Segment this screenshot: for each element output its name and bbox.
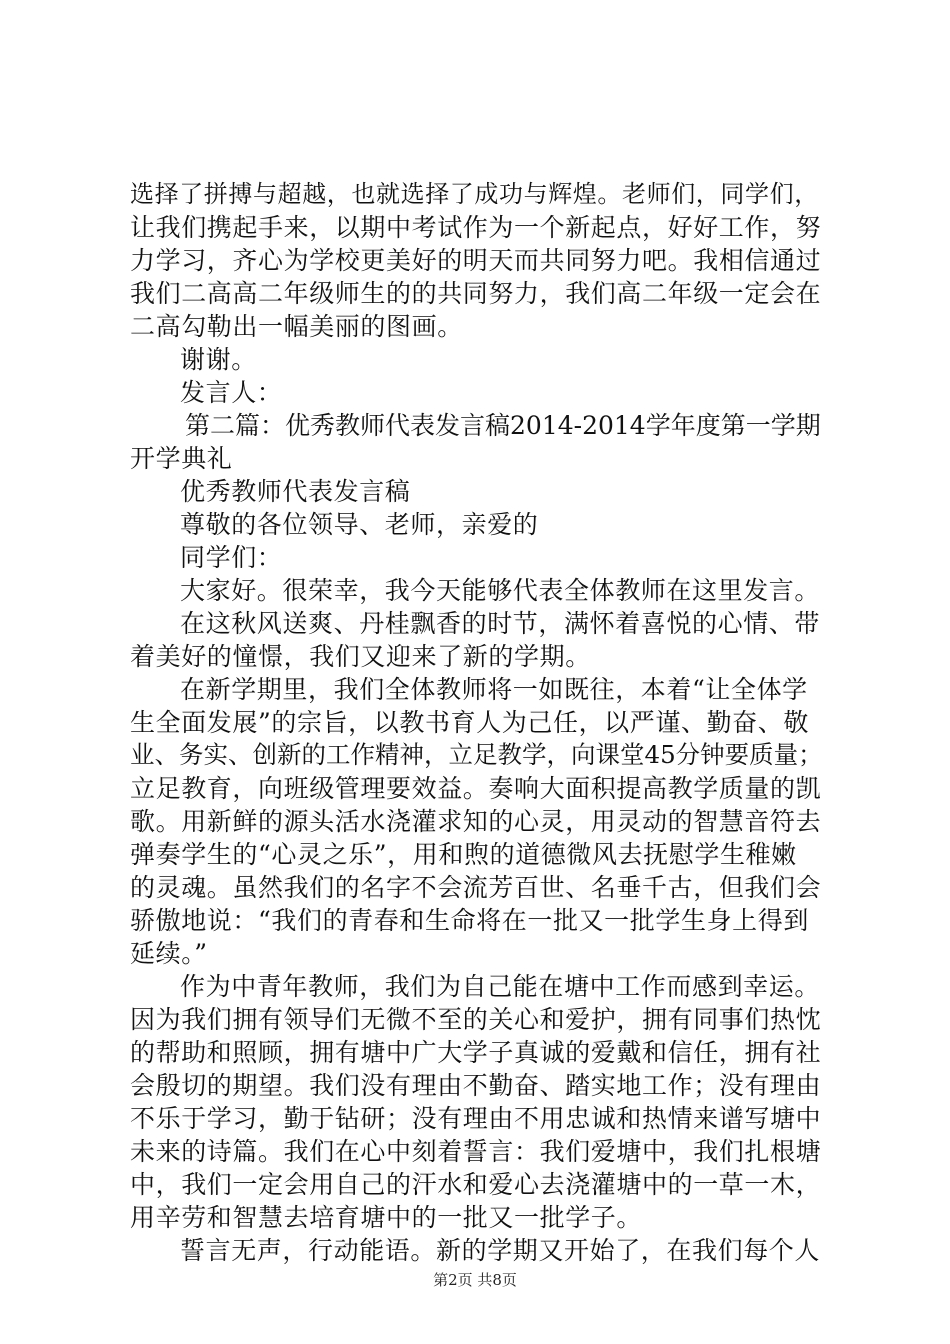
text-line: 弹奏学生的“心灵之乐”，用和煦的道德微风去抚慰学生稚嫩 bbox=[130, 840, 797, 869]
text-line: 大家好。很荣幸，我今天能够代表全体教师在这里发言。 bbox=[180, 576, 821, 605]
text-line: 业、务实、创新的工作精神，立足教学，向课堂45分钟要质量； bbox=[130, 740, 823, 769]
text-line: 誓言无声，行动能语。新的学期又开始了，在我们每个人 bbox=[180, 1236, 821, 1265]
text-line: 尊敬的各位领导、老师，亲爱的 bbox=[180, 510, 539, 539]
text-line: 歌。用新鲜的源头活水浇灌求知的心灵，用灵动的智慧音符去 bbox=[130, 807, 822, 836]
text-line: 力学习，齐心为学校更美好的明天而共同努力吧。我相信通过 bbox=[130, 246, 822, 275]
text-line: 骄傲地说：“我们的青春和生命将在一批又一批学生身上得到 bbox=[130, 906, 809, 935]
text-line: 同学们： bbox=[180, 543, 283, 572]
speech-title: 优秀教师代表发言稿 bbox=[180, 477, 411, 506]
text-line: 发言人： bbox=[180, 378, 283, 407]
text-line: 生全面发展”的宗旨，以教书育人为己任，以严谨、勤奋、敬 bbox=[130, 708, 809, 737]
text-line: 立足教育，向班级管理要效益。奏响大面积提高教学质量的凯 bbox=[130, 774, 822, 803]
text-line: 不乐于学习，勤于钻研；没有理由不用忠诚和热情来谱写塘中 bbox=[130, 1104, 822, 1133]
text-line: 二高勾勒出一幅美丽的图画。 bbox=[130, 312, 463, 341]
section-heading: 第二篇：优秀教师代表发言稿2014-2014学年度第一学期 bbox=[185, 411, 821, 440]
text-line: 未来的诗篇。我们在心中刻着誓言：我们爱塘中，我们扎根塘 bbox=[130, 1137, 822, 1166]
text-line: 的帮助和照顾，拥有塘中广大学子真诚的爱戴和信任，拥有社 bbox=[130, 1038, 822, 1067]
text-line: 在这秋风送爽、丹桂飘香的时节，满怀着喜悦的心情、带 bbox=[180, 609, 821, 638]
text-line: 谢谢。 bbox=[180, 345, 257, 374]
text-line: 的灵魂。虽然我们的名字不会流芳百世、名垂千古，但我们会 bbox=[130, 873, 822, 902]
text-line: 中，我们一定会用自己的汗水和爱心去浇灌塘中的一草一木， bbox=[130, 1170, 822, 1199]
text-line: 我们二高高二年级师生的的共同努力，我们高二年级一定会在 bbox=[130, 279, 822, 308]
text-line: 让我们携起手来，以期中考试作为一个新起点，好好工作，努 bbox=[130, 213, 822, 242]
text-line: 作为中青年教师，我们为自己能在塘中工作而感到幸运。 bbox=[180, 972, 821, 1001]
text-line: 用辛劳和智慧去培育塘中的一批又一批学子。 bbox=[130, 1203, 643, 1232]
text-line: 在新学期里，我们全体教师将一如既往，本着“让全体学 bbox=[180, 675, 808, 704]
text-line: 会殷切的期望。我们没有理由不勤奋、踏实地工作；没有理由 bbox=[130, 1071, 822, 1100]
text-line: 因为我们拥有领导们无微不至的关心和爱护，拥有同事们热忱 bbox=[130, 1005, 822, 1034]
section-heading-continued: 开学典礼 bbox=[130, 444, 233, 473]
text-line: 着美好的憧憬，我们又迎来了新的学期。 bbox=[130, 642, 591, 671]
text-line: 延续。” bbox=[130, 939, 208, 968]
text-line: 选择了拼搏与超越，也就选择了成功与辉煌。老师们，同学们， bbox=[130, 180, 819, 208]
page-number-footer: 第2页 共8页 bbox=[433, 1271, 517, 1289]
